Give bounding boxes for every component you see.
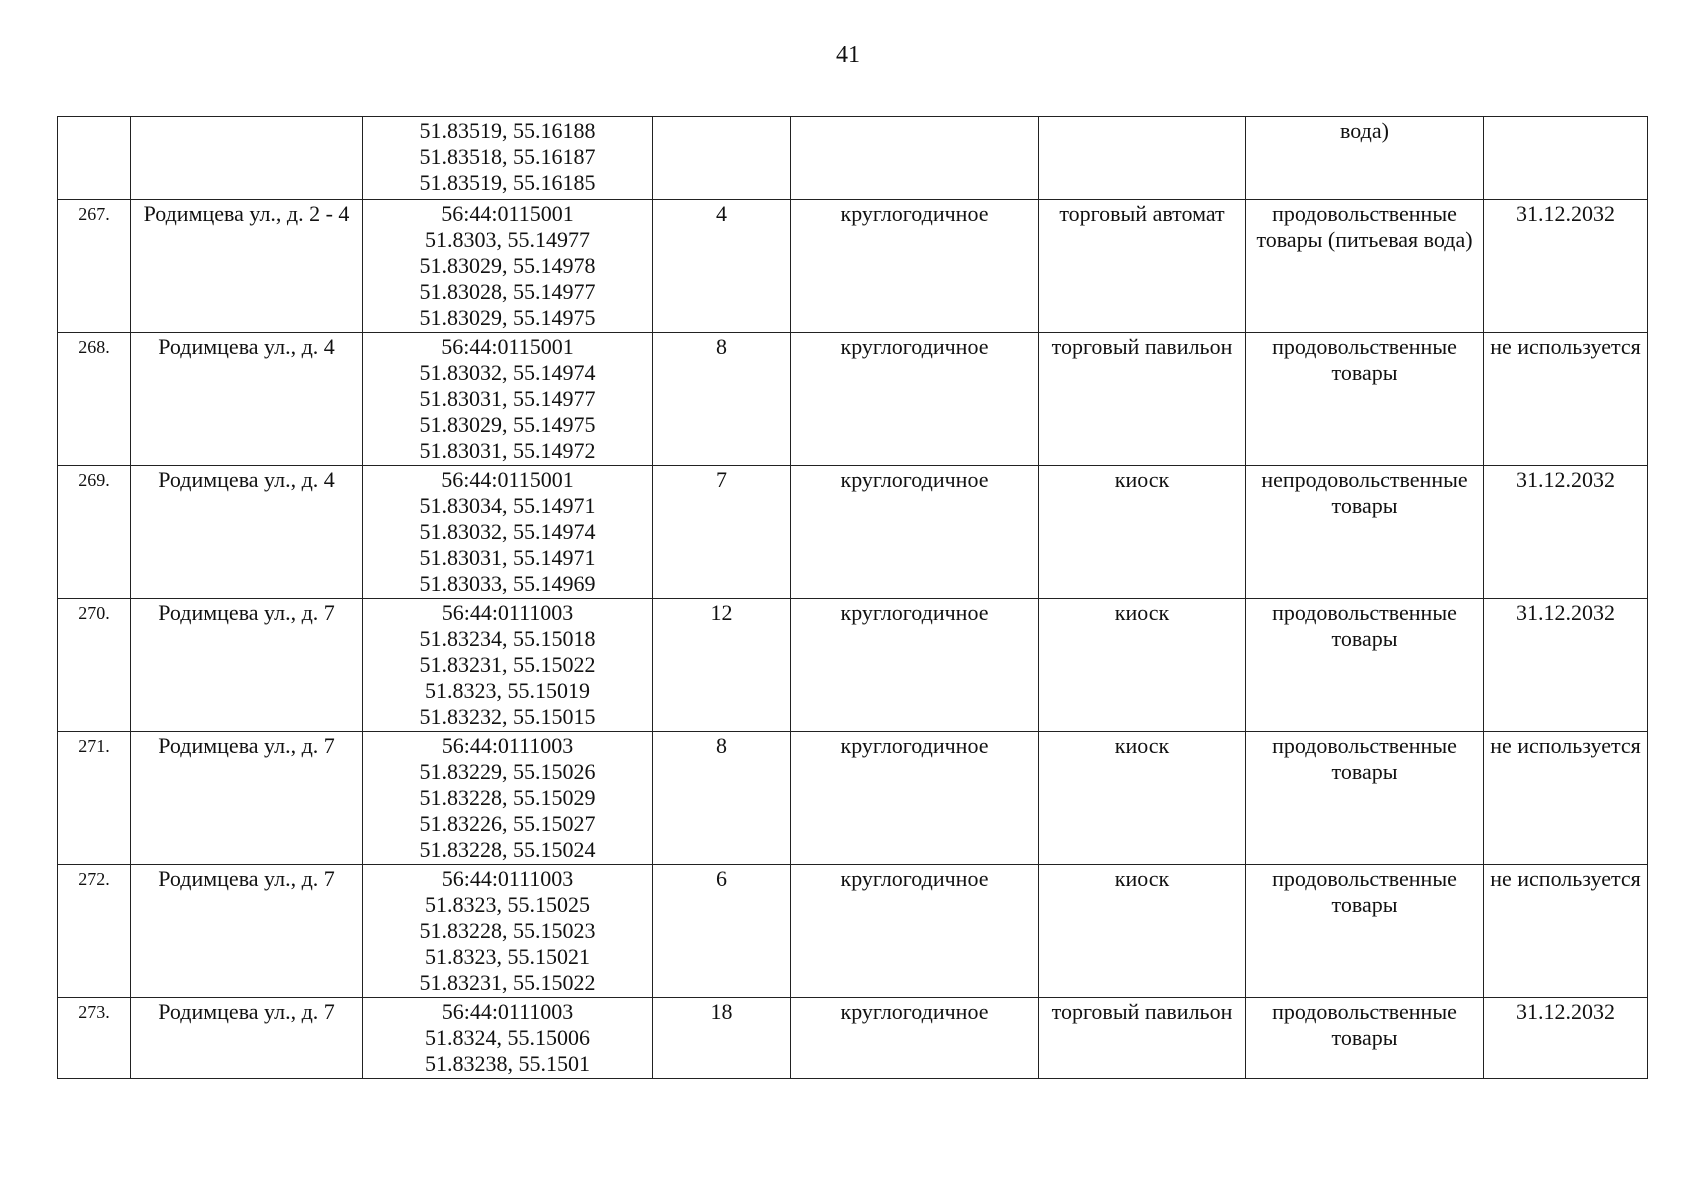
term-cell: 31.12.2032 xyxy=(1484,200,1648,333)
row-number: 272. xyxy=(58,865,131,998)
period-cell: круглогодичное xyxy=(791,998,1039,1079)
area-cell: 18 xyxy=(653,998,791,1079)
object-type-cell: киоск xyxy=(1039,865,1246,998)
period-cell: круглогодичное xyxy=(791,466,1039,599)
address-cell: Родимцева ул., д. 7 xyxy=(131,998,363,1079)
coords-cell xyxy=(363,200,653,333)
area-cell: 12 xyxy=(653,599,791,732)
coords-cell xyxy=(363,333,653,466)
cadastral-number: 56:44:0111003 xyxy=(441,866,574,891)
period-cell xyxy=(791,117,1039,200)
address-cell xyxy=(131,117,363,200)
row-number: 270. xyxy=(58,599,131,732)
coord-line: 51.83228, 55.15023 xyxy=(419,918,596,943)
coord-line: 51.83229, 55.15026 xyxy=(419,759,596,784)
coord-line: 51.83228, 55.15029 xyxy=(419,785,596,810)
cadastral-number: 56:44:0111003 xyxy=(441,733,574,758)
object-type-cell xyxy=(1039,117,1246,200)
cadastral-number: 56:44:0111003 xyxy=(441,600,574,625)
area-cell: 8 xyxy=(653,333,791,466)
coords-cell xyxy=(363,865,653,998)
coord-line: 51.83034, 55.14971 xyxy=(419,493,596,518)
coords-cell xyxy=(363,732,653,865)
cadastral-number: 56:44:0115001 xyxy=(441,334,574,359)
coord-line: 51.83232, 55.15015 xyxy=(419,704,596,729)
table-row xyxy=(58,466,1648,599)
period-cell: круглогодичное xyxy=(791,333,1039,466)
goods-cell: непродовольственные товары xyxy=(1246,466,1484,599)
object-type-cell: торговый автомат xyxy=(1039,200,1246,333)
object-type-cell: торговый павильон xyxy=(1039,998,1246,1079)
address-cell: Родимцева ул., д. 4 xyxy=(131,333,363,466)
coord-line: 51.83234, 55.15018 xyxy=(419,626,596,651)
coord-line: 51.8303, 55.14977 xyxy=(425,227,590,252)
coord-line: 51.83029, 55.14978 xyxy=(419,253,596,278)
coords-cell xyxy=(363,466,653,599)
coord-line: 51.83032, 55.14974 xyxy=(419,360,596,385)
goods-cell: продовольственные товары xyxy=(1246,333,1484,466)
coord-line: 51.83228, 55.15024 xyxy=(419,837,596,862)
coord-line: 51.83519, 55.16188 xyxy=(419,118,596,143)
area-cell: 7 xyxy=(653,466,791,599)
object-type-cell: киоск xyxy=(1039,466,1246,599)
period-cell: круглогодичное xyxy=(791,865,1039,998)
area-cell xyxy=(653,117,791,200)
cadastral-number: 56:44:0115001 xyxy=(441,467,574,492)
coord-line: 51.83033, 55.14969 xyxy=(419,571,596,596)
goods-cell: продовольственные товары (питьевая вода) xyxy=(1246,200,1484,333)
object-type-cell: торговый павильон xyxy=(1039,333,1246,466)
coord-line: 51.83031, 55.14971 xyxy=(419,545,596,570)
num-cell xyxy=(58,117,131,200)
coord-line: 51.83226, 55.15027 xyxy=(419,811,596,836)
continuation-row xyxy=(58,117,1648,200)
coord-line: 51.83238, 55.1501 xyxy=(425,1051,590,1076)
table-row xyxy=(58,998,1648,1079)
term-cell: 31.12.2032 xyxy=(1484,466,1648,599)
table-row xyxy=(58,599,1648,732)
term-cell: не используется xyxy=(1484,865,1648,998)
row-number: 269. xyxy=(58,466,131,599)
address-cell: Родимцева ул., д. 4 xyxy=(131,466,363,599)
term-cell: 31.12.2032 xyxy=(1484,599,1648,732)
goods-cell xyxy=(1246,117,1484,200)
table-row xyxy=(58,200,1648,333)
page-number: 41 xyxy=(836,42,860,68)
goods-cell: продовольственные товары xyxy=(1246,732,1484,865)
coord-line: 51.83032, 55.14974 xyxy=(419,519,596,544)
row-number: 268. xyxy=(58,333,131,466)
placement-registry-table xyxy=(57,116,1648,1079)
table-row xyxy=(58,865,1648,998)
area-cell: 4 xyxy=(653,200,791,333)
term-cell: не используется xyxy=(1484,732,1648,865)
object-type-cell: киоск xyxy=(1039,732,1246,865)
coords-cell xyxy=(363,599,653,732)
goods-text: вода) xyxy=(1340,118,1389,143)
coord-line: 51.83031, 55.14972 xyxy=(419,438,596,463)
cadastral-number: 56:44:0111003 xyxy=(441,999,574,1024)
period-cell: круглогодичное xyxy=(791,599,1039,732)
period-cell: круглогодичное xyxy=(791,732,1039,865)
term-cell: 31.12.2032 xyxy=(1484,998,1648,1079)
address-cell: Родимцева ул., д. 2 - 4 xyxy=(131,200,363,333)
term-cell xyxy=(1484,117,1648,200)
table-row xyxy=(58,732,1648,865)
coord-line: 51.83031, 55.14977 xyxy=(419,386,596,411)
table-row xyxy=(58,333,1648,466)
coord-line: 51.8323, 55.15019 xyxy=(425,678,590,703)
coords-cell xyxy=(363,117,653,200)
coords-cell xyxy=(363,998,653,1079)
period-cell: круглогодичное xyxy=(791,200,1039,333)
address-cell: Родимцева ул., д. 7 xyxy=(131,732,363,865)
coord-line: 51.8323, 55.15021 xyxy=(425,944,590,969)
coord-line: 51.83518, 55.16187 xyxy=(419,144,596,169)
goods-cell: продовольственные товары xyxy=(1246,599,1484,732)
row-number: 271. xyxy=(58,732,131,865)
cadastral-number: 56:44:0115001 xyxy=(441,201,574,226)
goods-cell: продовольственные товары xyxy=(1246,865,1484,998)
object-type-cell: киоск xyxy=(1039,599,1246,732)
coord-line: 51.83231, 55.15022 xyxy=(419,652,596,677)
coord-line: 51.83029, 55.14975 xyxy=(419,305,596,330)
row-number: 267. xyxy=(58,200,131,333)
coord-line: 51.83519, 55.16185 xyxy=(419,170,596,195)
row-number: 273. xyxy=(58,998,131,1079)
coord-line: 51.83028, 55.14977 xyxy=(419,279,596,304)
coord-line: 51.83231, 55.15022 xyxy=(419,970,596,995)
area-cell: 8 xyxy=(653,732,791,865)
address-cell: Родимцева ул., д. 7 xyxy=(131,865,363,998)
term-cell: не используется xyxy=(1484,333,1648,466)
coord-line: 51.83029, 55.14975 xyxy=(419,412,596,437)
goods-cell: продовольственные товары xyxy=(1246,998,1484,1079)
coord-line: 51.8324, 55.15006 xyxy=(425,1025,590,1050)
coord-line: 51.8323, 55.15025 xyxy=(425,892,590,917)
address-cell: Родимцева ул., д. 7 xyxy=(131,599,363,732)
area-cell: 6 xyxy=(653,865,791,998)
